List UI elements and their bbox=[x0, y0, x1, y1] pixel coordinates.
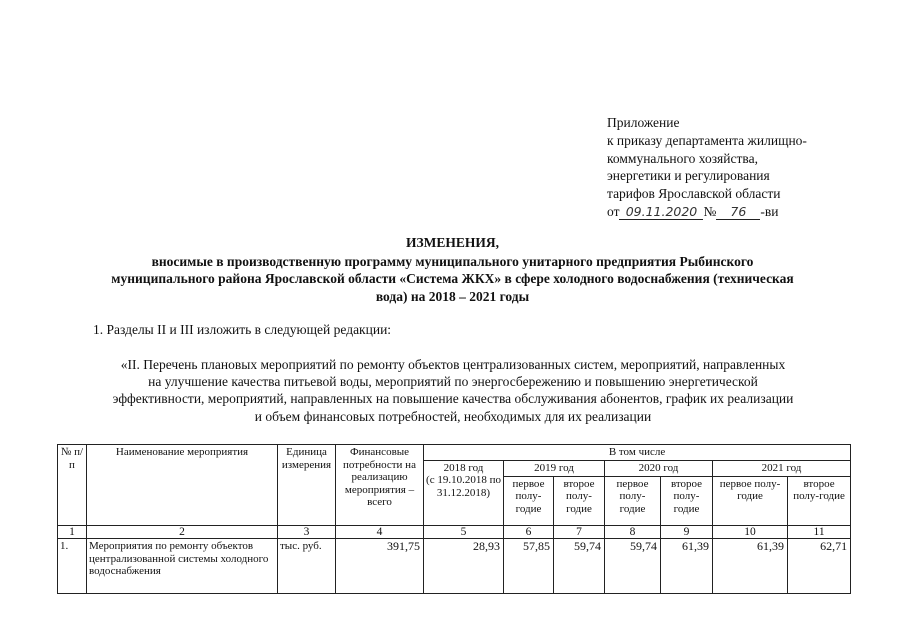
section-line: эффективности, мероприятий, направленных на повышение качества обслуживания абонентов, график их реализации bbox=[112, 391, 794, 407]
column-index: 3 bbox=[278, 525, 336, 539]
row-unit: тыс. руб. bbox=[278, 539, 336, 594]
column-index: 9 bbox=[661, 525, 713, 539]
row-2018: 28,93 bbox=[424, 539, 504, 594]
row-2019-h2: 59,74 bbox=[554, 539, 605, 594]
row-2019-h1: 57,85 bbox=[504, 539, 554, 594]
header-financial-total: Финансовые потребности на реализацию мероприятия – всего bbox=[336, 445, 424, 526]
column-index: 8 bbox=[605, 525, 661, 539]
row-total: 391,75 bbox=[336, 539, 424, 594]
header-including: В том числе bbox=[424, 445, 851, 461]
header-half-second: второе полу-годие bbox=[788, 476, 851, 525]
column-index: 4 bbox=[336, 525, 424, 539]
section-line: и объем финансовых потребностей, необходимых для их реализации bbox=[254, 408, 652, 424]
heading-line: муниципального района Ярославской области «Система ЖКХ» в сфере холодного водоснабжения (техническая bbox=[111, 271, 794, 286]
column-index-row bbox=[58, 525, 851, 539]
header-2018-year: 2018 год bbox=[443, 461, 484, 474]
handwritten-date: 09.11.2020 bbox=[619, 205, 703, 220]
number-sign: № bbox=[703, 203, 717, 219]
header-2021: 2021 год bbox=[713, 460, 851, 476]
heading-line: вносимые в производственную программу муниципального унитарного предприятия Рыбинского bbox=[151, 253, 754, 269]
header-half-first: первое полу-годие bbox=[504, 476, 554, 525]
handwritten-number: 76 bbox=[716, 205, 760, 220]
column-index: 7 bbox=[554, 525, 605, 539]
section-line: на улучшение качества питьевой воды, мероприятий по энергосбережению и повышению энергетической bbox=[148, 374, 758, 390]
column-index: 1 bbox=[58, 525, 87, 539]
table-row bbox=[58, 539, 851, 594]
header-num: № п/п bbox=[58, 445, 87, 526]
row-2021-h2: 62,71 bbox=[788, 539, 851, 594]
order-date-line bbox=[607, 203, 867, 221]
row-2021-h1: 61,39 bbox=[713, 539, 788, 594]
section-line: «II. Перечень плановых мероприятий по ремонту объектов централизованных систем, мероприятий, направленных bbox=[120, 357, 786, 372]
header-unit: Единица измерения bbox=[278, 445, 336, 526]
header-half-second: второе полу-годие bbox=[661, 476, 713, 525]
row-2020-h2: 61,39 bbox=[661, 539, 713, 594]
column-index: 10 bbox=[713, 525, 788, 539]
header-half-second: второе полу-годие bbox=[554, 476, 605, 525]
heading-line: вода) на 2018 – 2021 годы bbox=[375, 288, 530, 304]
appendix-block bbox=[607, 114, 867, 221]
plan-table bbox=[57, 444, 851, 594]
row-name: Мероприятия по ремонту объектов централизованной системы холодного водоснабжения bbox=[87, 539, 278, 594]
appendix-line: Приложение bbox=[607, 115, 680, 130]
column-index: 5 bbox=[424, 525, 504, 539]
paragraph-1: 1. Разделы II и III изложить в следующей редакции: bbox=[93, 322, 392, 337]
appendix-line: к приказу департамента жилищно- bbox=[607, 132, 807, 148]
number-suffix: -ви bbox=[760, 203, 779, 219]
table-header-row bbox=[58, 445, 851, 461]
column-index: 11 bbox=[788, 525, 851, 539]
row-2020-h1: 59,74 bbox=[605, 539, 661, 594]
header-2019: 2019 год bbox=[504, 460, 605, 476]
header-2018-period: (с 19.10.2018 по 31.12.2018) bbox=[426, 474, 501, 499]
row-num: 1. bbox=[58, 539, 87, 594]
appendix-line: энергетики и регулирования bbox=[607, 168, 770, 184]
header-2018 bbox=[424, 460, 504, 525]
column-index: 6 bbox=[504, 525, 554, 539]
appendix-line: коммунального хозяйства, bbox=[607, 150, 758, 166]
header-half-first: первое полу-годие bbox=[713, 476, 788, 525]
header-half-first: первое полу-годие bbox=[605, 476, 661, 525]
document-heading bbox=[40, 234, 865, 305]
heading-title: ИЗМЕНЕНИЯ, bbox=[405, 235, 499, 250]
appendix-line: тарифов Ярославской области bbox=[607, 186, 781, 202]
section-title bbox=[48, 356, 858, 425]
header-name: Наименование мероприятия bbox=[87, 445, 278, 526]
header-2020: 2020 год bbox=[605, 460, 713, 476]
column-index: 2 bbox=[87, 525, 278, 539]
from-prefix: от bbox=[607, 203, 620, 219]
